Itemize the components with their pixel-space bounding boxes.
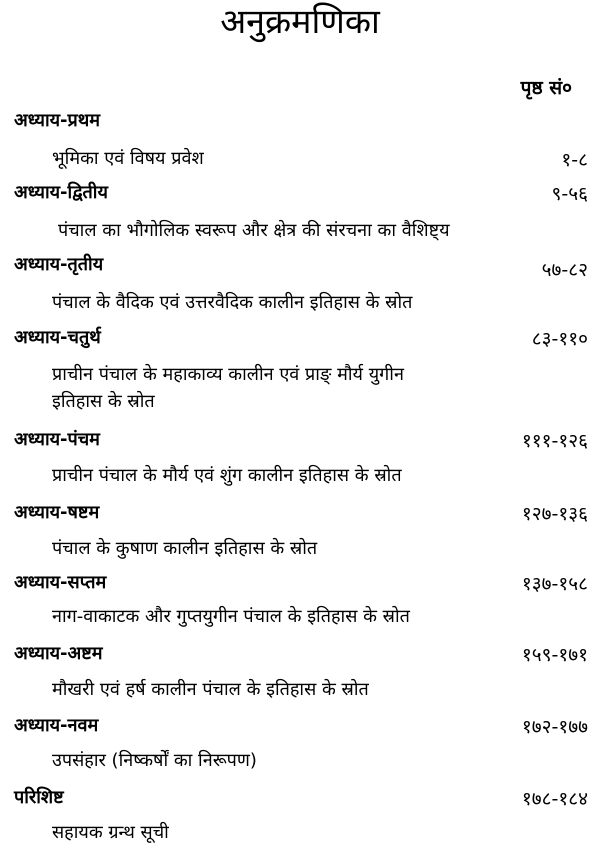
page-range: १५९-१७१: [521, 644, 588, 666]
chapter-subject: मौखरी एवं हर्ष कालीन पंचाल के इतिहास के स्रोत: [52, 679, 369, 700]
toc-subject-row: [0, 389, 600, 419]
page-range: १११-१२६: [521, 430, 588, 452]
chapter-subject: नाग-वाकाटक और गुप्तयुगीन पंचाल के इतिहास के स्रोत: [52, 606, 410, 627]
page-range: ५७-८२: [541, 259, 588, 281]
chapter-title: अध्याय-नवम: [14, 715, 99, 736]
toc-entry: [0, 325, 600, 355]
toc-entry: [0, 108, 600, 138]
toc-subject-row: [0, 820, 600, 850]
chapter-subject: उपसंहार (निष्कर्षों का निरूपण): [52, 750, 257, 771]
toc-subject-row: [0, 604, 600, 634]
page-range: १३७-१५८: [521, 573, 588, 595]
toc-subject-row: [0, 463, 600, 493]
toc-entry: [0, 427, 600, 457]
toc-subject-row: [0, 146, 600, 176]
chapter-subject: पंचाल के वैदिक एवं उत्तरवैदिक कालीन इतिहास के स्रोत: [52, 292, 413, 313]
toc-entry: [0, 180, 600, 210]
chapter-title: परिशिष्ट: [14, 787, 64, 808]
chapter-subject: पंचाल का भौगोलिक स्वरूप और क्षेत्र की संरचना का वैशिष्ट्य: [58, 220, 450, 241]
page-range: १२७-१३६: [521, 503, 588, 525]
toc-subject-row: [0, 748, 600, 778]
chapter-title: अध्याय-पंचम: [14, 429, 100, 450]
chapter-subject-line-2: इतिहास के स्रोत: [52, 391, 155, 412]
page-number-header: पृष्ठ सं०: [520, 77, 572, 99]
page-range: ८३-११०: [531, 328, 588, 350]
chapter-title: अध्याय-षष्टम: [14, 502, 100, 523]
toc-subject-row: [0, 677, 600, 707]
chapter-title: अध्याय-चतुर्थ: [14, 327, 101, 348]
toc-entry: [0, 570, 600, 600]
toc-entry: [0, 252, 600, 282]
chapter-title: अध्याय-प्रथम: [14, 110, 101, 131]
chapter-subject: प्राचीन पंचाल के मौर्य एवं शुंग कालीन इतिहास के स्रोत: [52, 465, 402, 486]
toc-entry: [0, 713, 600, 743]
chapter-subject: सहायक ग्रन्थ सूची: [52, 822, 169, 843]
toc-entry: [0, 641, 600, 671]
page-range: १७२-१७७: [521, 716, 588, 738]
chapter-title: अध्याय-अष्टम: [14, 643, 103, 664]
page-title: अनुक्रमणिका: [220, 2, 380, 42]
toc-entry: [0, 500, 600, 530]
page-range: ९-५६: [551, 183, 588, 205]
chapter-title: अध्याय-सप्तम: [14, 572, 107, 593]
chapter-subject: पंचाल के कुषाण कालीन इतिहास के स्रोत: [52, 538, 318, 559]
chapter-subject: भूमिका एवं विषय प्रवेश: [52, 148, 204, 169]
chapter-title: अध्याय-तृतीय: [14, 254, 104, 275]
toc-subject-row: [0, 536, 600, 566]
toc-subject-row: [0, 290, 600, 320]
toc-subject-row: [0, 362, 600, 392]
toc-entry: [0, 785, 600, 815]
chapter-subject-line-1: प्राचीन पंचाल के महाकाव्य कालीन एवं प्राङ् मौर्य युगीन: [52, 364, 404, 385]
chapter-title: अध्याय-द्वितीय: [14, 182, 108, 203]
page-range: १-८: [561, 149, 588, 171]
toc-subject-row: [0, 218, 600, 248]
page-range: १७८-१८४: [521, 788, 588, 810]
